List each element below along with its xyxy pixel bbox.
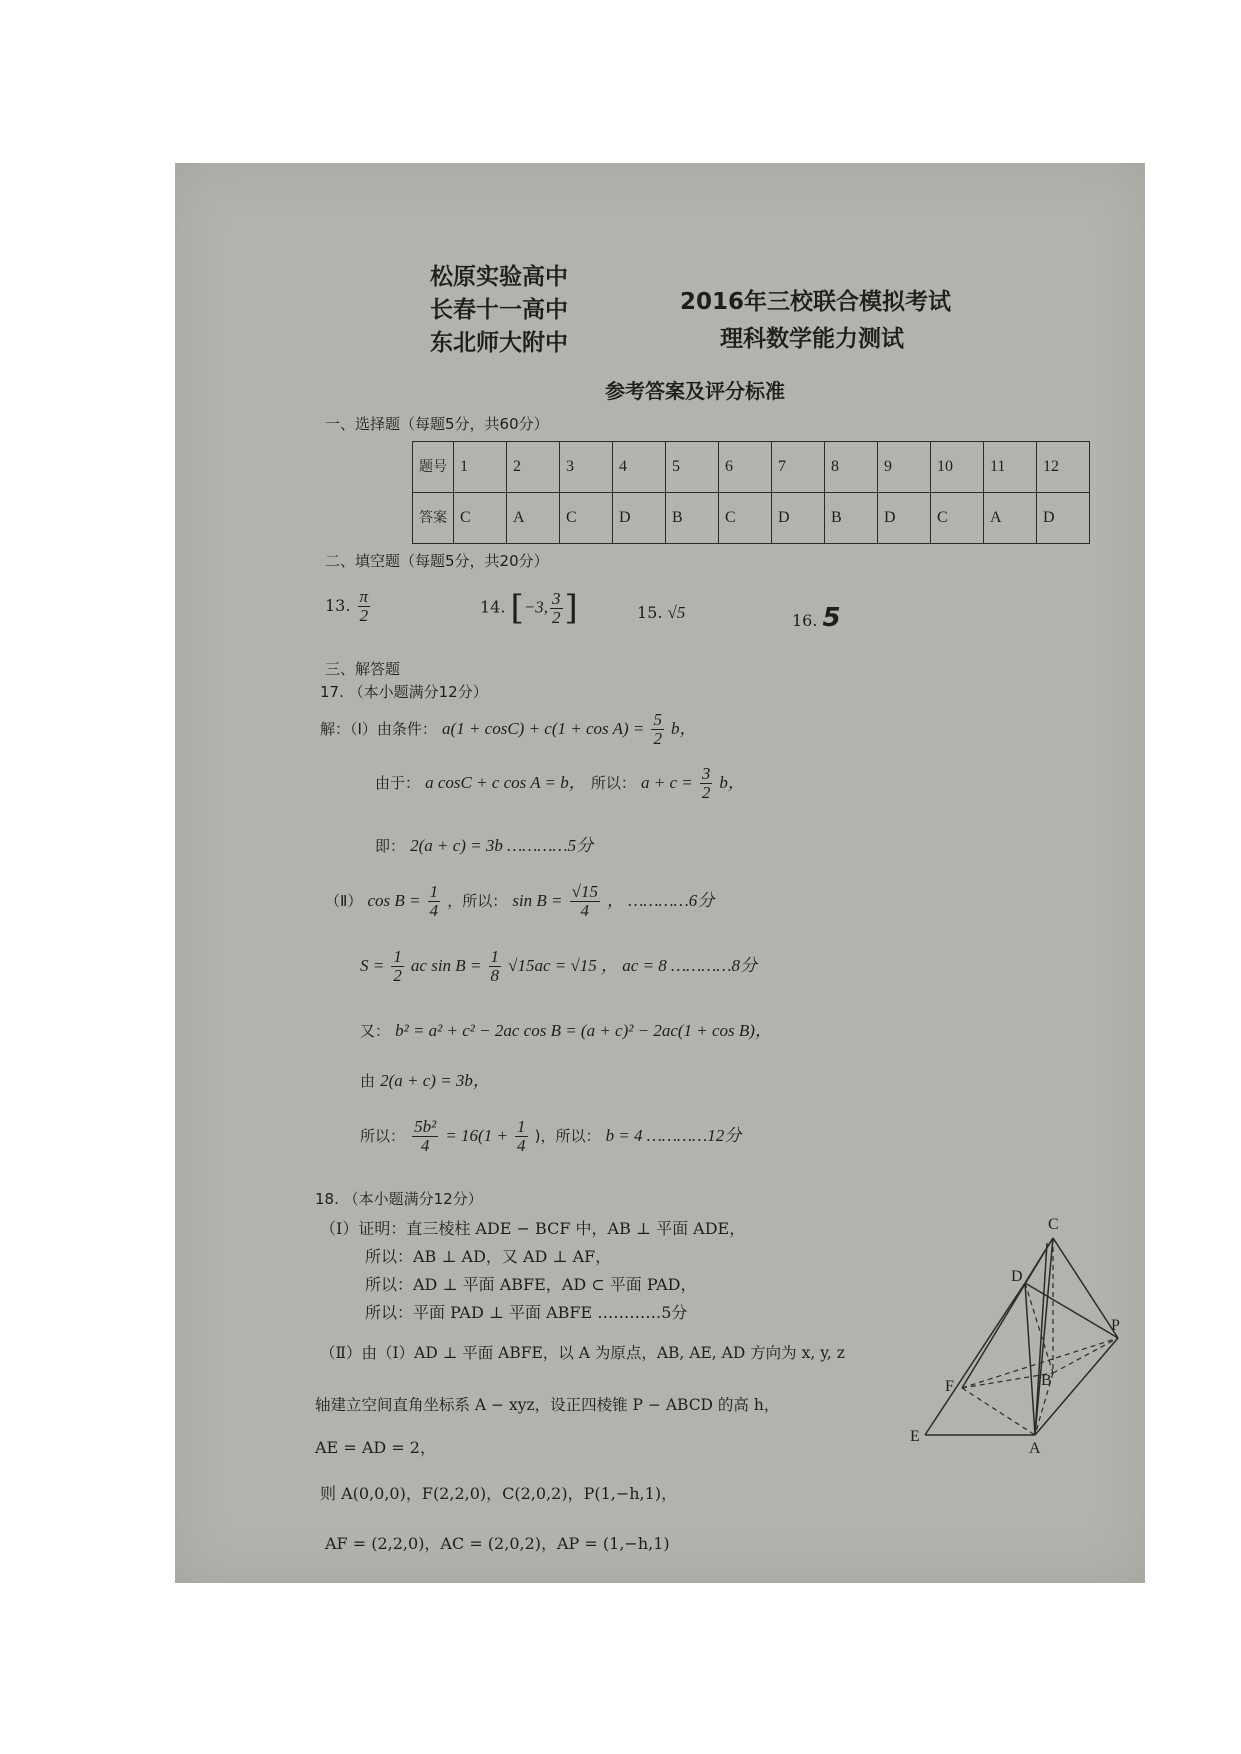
school-1: 松原实验高中 (430, 264, 568, 290)
pyramid-prism-figure (865, 1213, 1125, 1453)
answer-table (412, 441, 1090, 544)
edge-DE (925, 1283, 1025, 1435)
p17-line-1: 解：（Ⅰ）由条件： a(1 + cosC) + c(1 + cos A) = $\frac{5}{2}$ b， (320, 710, 697, 748)
table-cell: 2 (507, 442, 560, 493)
handwritten-answer: 5 (822, 603, 841, 633)
label-P: P (1111, 1317, 1120, 1334)
table-cell: C (719, 493, 772, 544)
fill-answer-13 (325, 588, 372, 625)
fraction: $\frac{\text{5b²}}{4}$ (414, 1117, 437, 1155)
table-cell: C (931, 493, 984, 544)
problem-18-title: 18. （本小题满分12分） (315, 1190, 483, 1208)
fill-answer-14 (480, 588, 578, 628)
answer-table-number-row (413, 442, 1090, 493)
p18-line-8: 则 A(0,0,0)，F(2,2,0)，C(2,0,2)，P(1,−h,1)， (320, 1484, 678, 1503)
left-bracket: [ (510, 588, 524, 628)
interval-start: −3, (523, 597, 549, 617)
exam-title: 2016年三校联合模拟考试 (680, 289, 952, 315)
section-3-title: 三、解答题 (325, 660, 401, 678)
fraction: $\frac{1}{4}$ (517, 1117, 526, 1155)
right-bracket: ] (564, 588, 578, 628)
scanned-page (175, 163, 1145, 1583)
question-number: 16. (792, 611, 818, 630)
label-B: B (1041, 1372, 1052, 1389)
question-number: 14. (480, 597, 506, 617)
fraction: $\frac{1}{2}$ (393, 947, 402, 985)
table-cell: 7 (772, 442, 825, 493)
fraction: $\frac{3}{2}$ (701, 764, 711, 802)
table-cell: 3 (560, 442, 613, 493)
table-cell: 8 (825, 442, 878, 493)
edge-AC-inner (1035, 1243, 1047, 1435)
table-cell: C (560, 493, 613, 544)
subject-title: 理科数学能力测试 (720, 326, 904, 352)
table-cell: 4 (613, 442, 666, 493)
school-3: 东北师大附中 (430, 330, 568, 356)
edge-FA-dashed (962, 1388, 1035, 1435)
label-F: F (945, 1378, 954, 1395)
fill-answer-16 (792, 603, 841, 633)
fraction: $\frac{1}{4}$ (429, 882, 439, 920)
table-cell: D (1037, 493, 1090, 544)
school-2: 长春十一高中 (430, 297, 568, 323)
table-cell: 6 (719, 442, 772, 493)
table-cell: C (454, 493, 507, 544)
question-number: 15. (637, 603, 663, 622)
label-E: E (910, 1428, 920, 1445)
question-number: 13. (325, 596, 351, 615)
p17-line-4: （Ⅱ） cos B = $\frac{1}{4}$ ，所以： sin B = $\frac{√15}{4}$ ， …………6分 (325, 882, 715, 920)
fraction: $\frac{5}{2}$ (653, 710, 662, 748)
p18-line-2: 所以：AB ⊥ AD，又 AD ⊥ AF， (365, 1247, 612, 1266)
p18-line-3: 所以：AD ⊥ 平面 ABFE，AD ⊂ 平面 PAD， (365, 1275, 697, 1294)
table-cell: 5 (666, 442, 719, 493)
section-2-title: 二、填空题（每题5分，共20分） (325, 552, 549, 570)
doc-title: 参考答案及评分标准 (605, 379, 785, 403)
label-A: A (1029, 1440, 1041, 1453)
edge-CA-front (1035, 1238, 1053, 1435)
p18-line-1: （Ⅰ）证明：直三棱柱 ADE − BCF 中，AB ⊥ 平面 ADE， (320, 1219, 746, 1238)
row-label-answer: 答案 (413, 493, 454, 544)
p18-line-5: （Ⅱ）由（Ⅰ）AD ⊥ 平面 ABFE，以 A 为原点，AB, AE, AD 方向为 x, y, z (320, 1344, 845, 1362)
table-cell: 11 (984, 442, 1037, 493)
p18-line-7: AE = AD = 2， (315, 1438, 436, 1457)
table-cell: 10 (931, 442, 984, 493)
fraction: $\frac{1}{8}$ (490, 947, 500, 985)
p17-line-3: 即： 2(a + c) = 3b …………5分 (375, 836, 594, 855)
fraction: $\frac{\pi}{2}$ (359, 587, 369, 625)
table-cell: A (507, 493, 560, 544)
answer-table-answer-row (413, 493, 1090, 544)
table-cell: D (613, 493, 666, 544)
fraction: $\frac{√15}{4}$ (571, 882, 598, 920)
fill-answer-15 (637, 603, 685, 623)
p17-line-8: 所以： $\frac{\text{5b²}}{4}$ = 16(1 + $\frac{1}{4}$ )，所以： b = 4 …………12分 (360, 1117, 742, 1155)
table-cell: 1 (454, 442, 507, 493)
row-label-number: 题号 (413, 442, 454, 493)
p18-line-9: AF = (2,2,0)，AC = (2,0,2)，AP = (1,−h,1) (325, 1534, 670, 1553)
section-1-title: 一、选择题（每题5分，共60分） (325, 415, 549, 433)
table-cell: 12 (1037, 442, 1090, 493)
edge-CP (1053, 1238, 1118, 1338)
p17-line-5: S = $\frac{1}{2}$ ac sin B = $\frac{1}{8}$ √15ac = √15 ， ac = 8 …………8分 (360, 947, 758, 985)
problem-17-title: 17. （本小题满分12分） (320, 683, 488, 701)
p17-line-6: 又： b² = a² + c² − 2ac cos B = (a + c)² − 2ac(1 + cos B)， (360, 1021, 772, 1040)
p18-line-6: 轴建立空间直角坐标系 A − xyz，设正四棱锥 P − ABCD 的高 h， (315, 1396, 780, 1414)
answer-value: √5 (667, 603, 686, 622)
p17-line-2: 由于： a cosC + c cos A = b， 所以： a + c = $\frac{3}{2}$ b， (375, 764, 745, 802)
label-C: C (1048, 1216, 1059, 1233)
table-cell: D (878, 493, 931, 544)
label-D: D (1011, 1268, 1023, 1285)
edge-BP-dashed (1053, 1338, 1118, 1373)
table-cell: 9 (878, 442, 931, 493)
edge-DA (1025, 1283, 1035, 1435)
table-cell: A (984, 493, 1037, 544)
table-cell: B (666, 493, 719, 544)
table-cell: B (825, 493, 878, 544)
p18-line-4: 所以：平面 PAD ⊥ 平面 ABFE …………5分 (365, 1303, 688, 1322)
p17-line-7: 由 2(a + c) = 3b， (360, 1071, 490, 1090)
fraction: $\frac{3}{2}$ (552, 588, 561, 627)
table-cell: D (772, 493, 825, 544)
